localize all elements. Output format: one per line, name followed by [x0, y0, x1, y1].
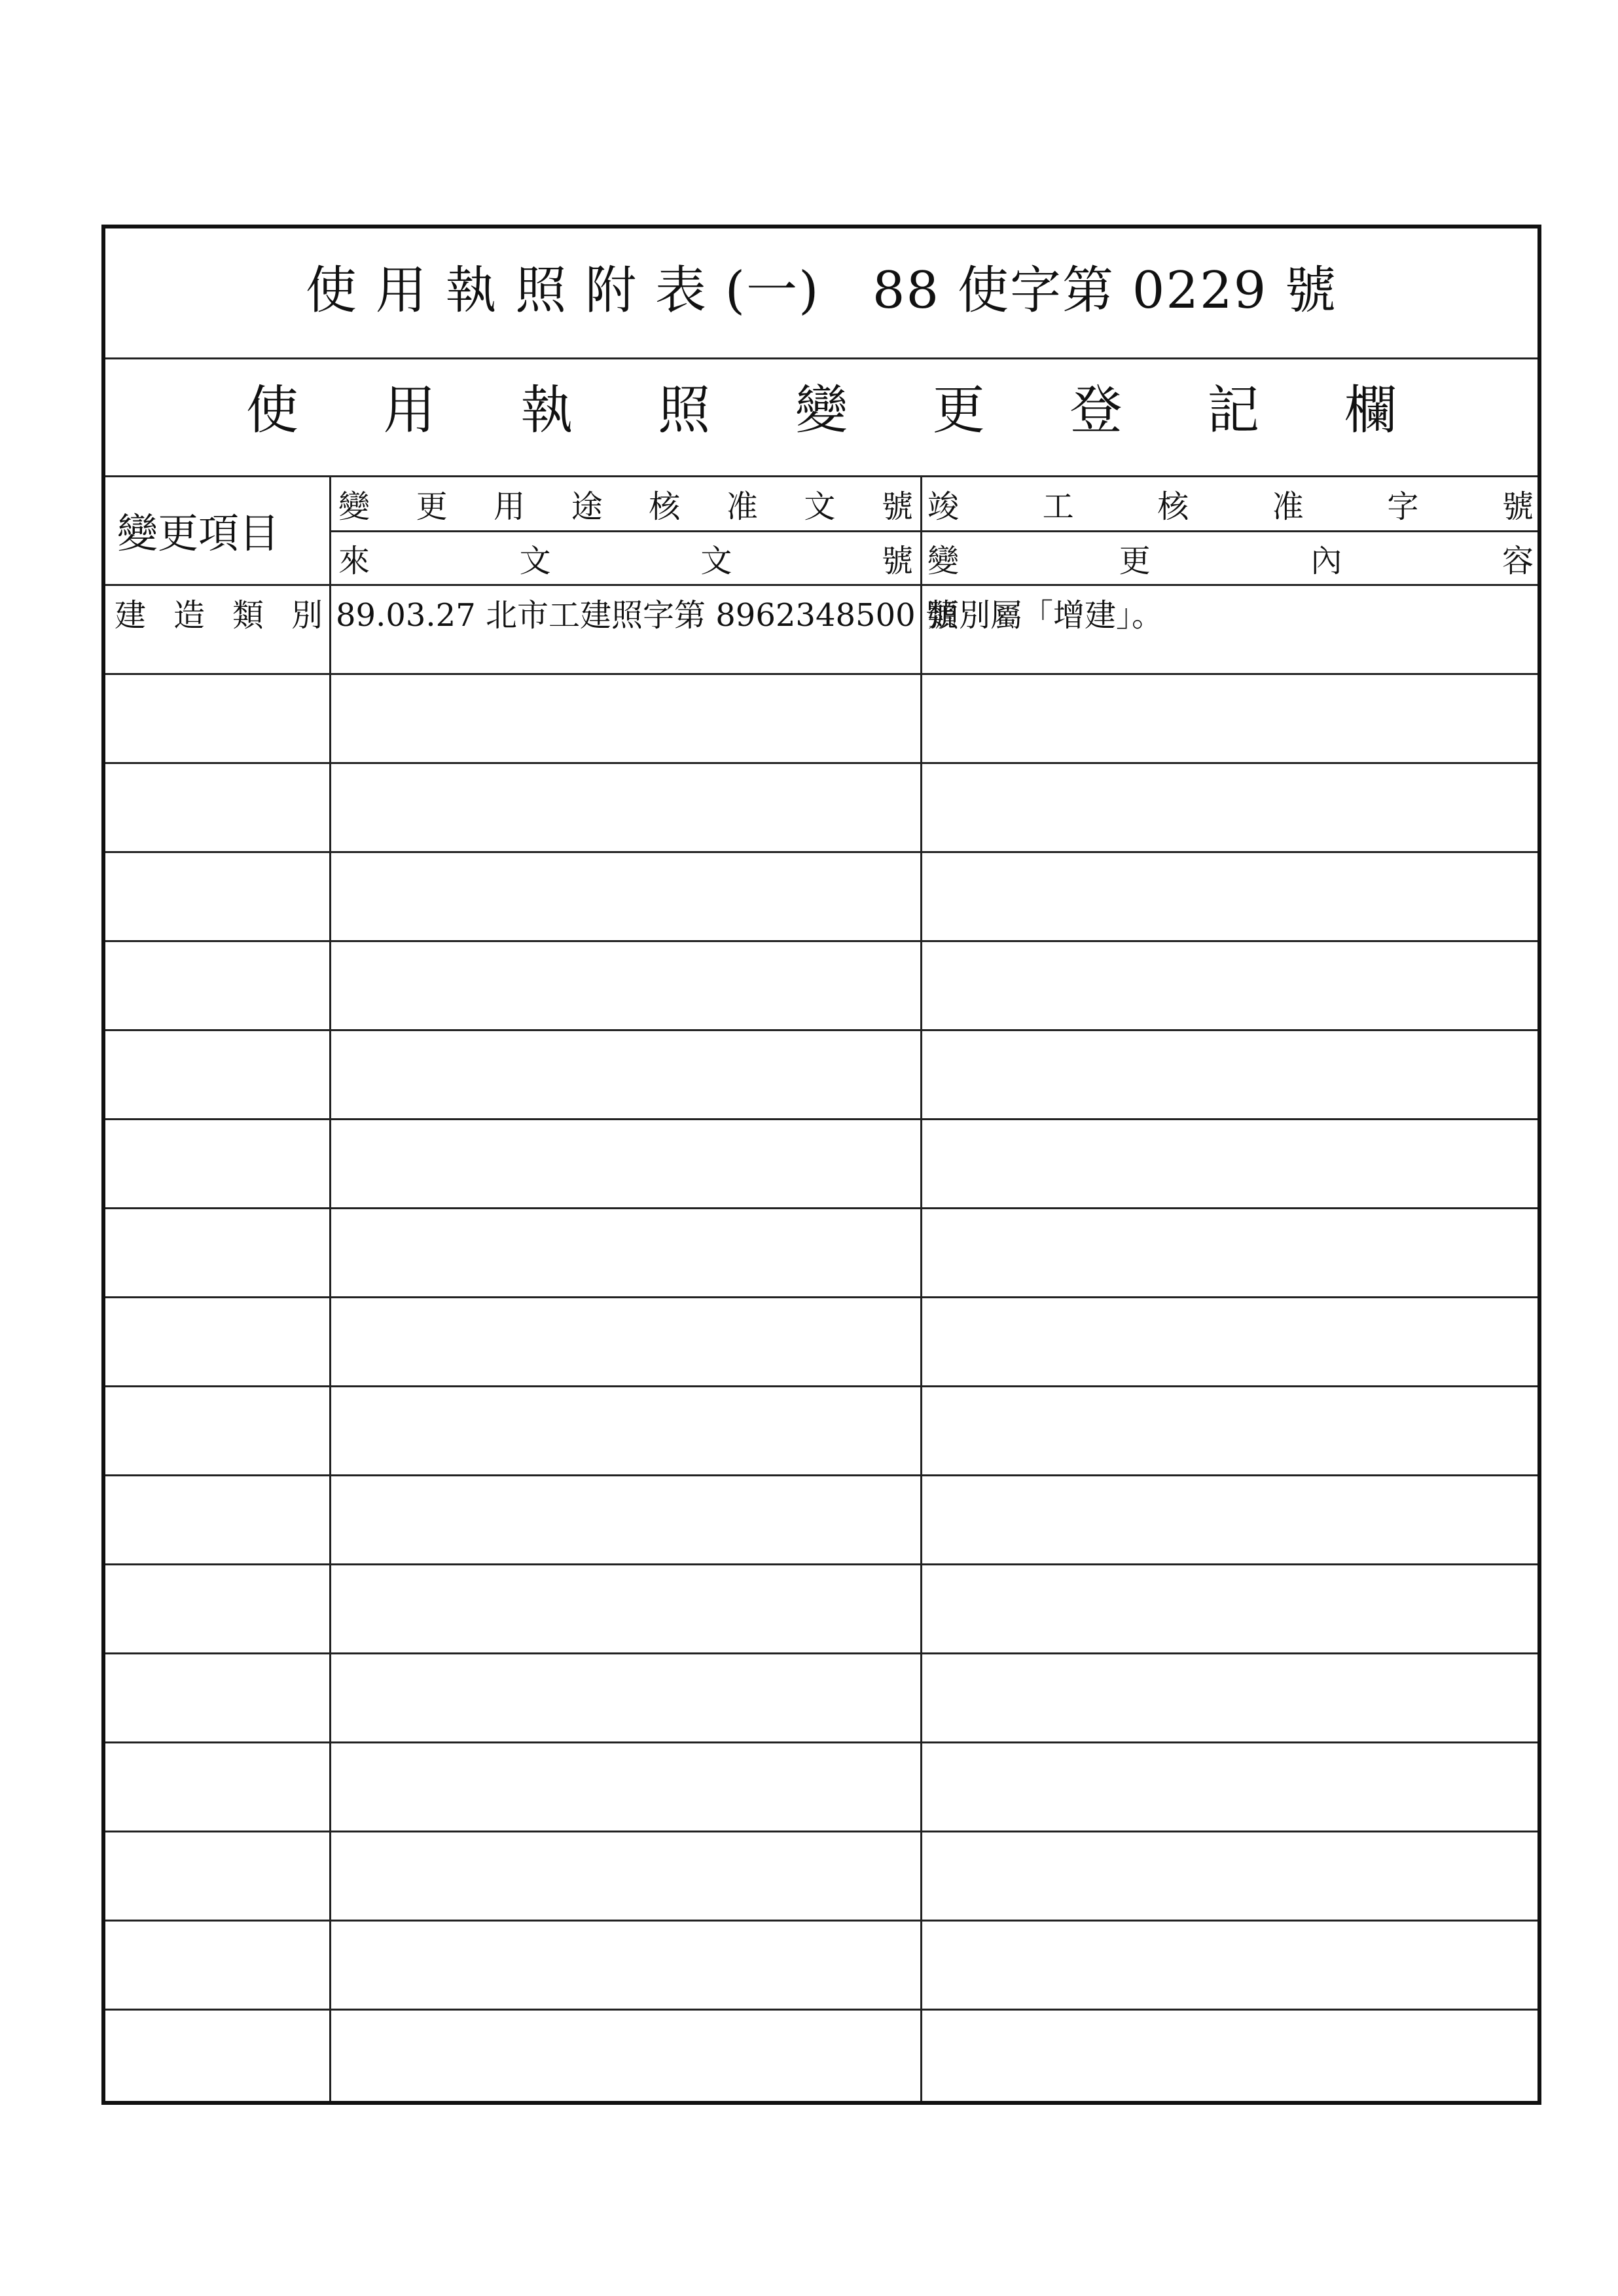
row-line	[105, 1029, 1537, 1031]
row-line	[105, 1207, 1537, 1209]
row-line	[105, 1296, 1537, 1298]
row-doc-number: 89.03.27 北市工建照字第 8962348500 號	[336, 596, 957, 634]
row-line	[105, 1118, 1537, 1120]
header-change-item: 變更項目	[117, 509, 280, 557]
header-char: 工	[1042, 488, 1074, 525]
header-char: 號	[881, 542, 913, 579]
section-title-char: 用	[383, 379, 436, 441]
header-char: 更	[1119, 542, 1151, 579]
section-title-char: 登	[1070, 379, 1123, 441]
row-change-content: 類別屬「增建」。	[927, 596, 1164, 634]
row-line	[105, 673, 1537, 675]
header-char: 變	[338, 488, 370, 525]
row-item-char: 造	[173, 596, 205, 634]
header-approval-doc-no	[334, 477, 917, 530]
form-title: 使 用 執 照 附 表 (一) 88 使字第 0229 號	[305, 261, 1338, 320]
header-char: 准	[726, 488, 758, 525]
header-char: 核	[1157, 488, 1189, 525]
header-completion-approval-no	[924, 477, 1537, 530]
header-char: 文	[804, 488, 836, 525]
header-char: 字	[1387, 488, 1419, 525]
header-incoming-doc-no	[334, 532, 917, 584]
column-line	[920, 475, 922, 2101]
row-line	[105, 762, 1537, 764]
section-title-char: 照	[658, 379, 711, 441]
section-title-char: 變	[795, 379, 848, 441]
header-char: 容	[1501, 542, 1534, 579]
column-line	[329, 475, 331, 2101]
section-title-char: 記	[1207, 379, 1260, 441]
header-char: 文	[519, 542, 551, 579]
header-char: 途	[571, 488, 603, 525]
row-line	[105, 1385, 1537, 1387]
section-title	[105, 363, 1537, 448]
header-char: 變	[927, 542, 960, 579]
header-char: 用	[494, 488, 526, 525]
divider	[331, 530, 1537, 532]
row-line	[105, 2009, 1537, 2011]
header-char: 號	[1501, 488, 1534, 525]
section-title-char: 欄	[1344, 379, 1397, 441]
header-char: 文	[700, 542, 732, 579]
header-char: 核	[649, 488, 681, 525]
row-line	[105, 1474, 1537, 1476]
row-item-char: 建	[115, 596, 147, 634]
row-line	[105, 1920, 1537, 1922]
header-char: 竣	[927, 488, 960, 525]
header-char: 准	[1272, 488, 1304, 525]
row-line	[105, 851, 1537, 853]
row-line	[105, 1563, 1537, 1565]
section-title-char: 使	[245, 379, 298, 441]
row-line	[105, 1741, 1537, 1743]
row-item	[111, 586, 327, 638]
row-item-char: 別	[291, 596, 323, 634]
section-title-char: 更	[932, 379, 985, 441]
row-line	[105, 1652, 1537, 1654]
header-char: 號	[881, 488, 913, 525]
section-title-char: 執	[520, 379, 573, 441]
header-char: 內	[1310, 542, 1342, 579]
row-line	[105, 1831, 1537, 1832]
header-char: 更	[416, 488, 448, 525]
row-item-char: 類	[232, 596, 264, 634]
header-char: 來	[338, 542, 370, 579]
header-change-content	[924, 532, 1537, 584]
row-line	[105, 940, 1537, 942]
license-annex-form	[101, 225, 1541, 2105]
divider	[105, 357, 1537, 359]
